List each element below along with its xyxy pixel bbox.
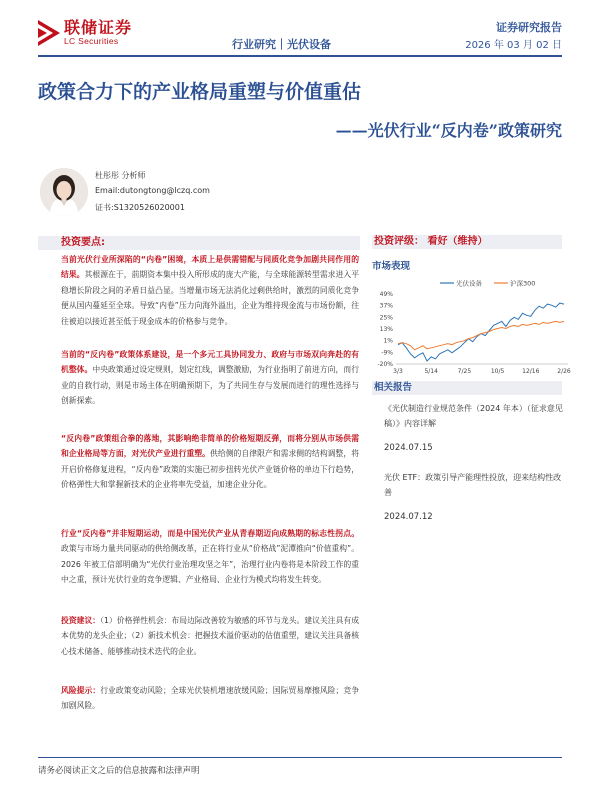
analyst-email: Email:dutongtong@lczq.com (95, 186, 210, 195)
key-point-2: 当前的“反内卷”政策体系建设，是一个多元工具协同发力、政府与市场双向奔赴的有机整体。中央政策通过设定规则，划定红线，调整激励，为行业指明了前进方向，而行业的自救行动，则是市场主体在明确预期下，为了共同生存与发展而进行的理性选择与创新探索。 (61, 350, 359, 406)
y-tick-label: 13% (379, 326, 393, 333)
logo-mark-icon (38, 20, 60, 46)
x-tick-label: 7/25 (457, 368, 472, 375)
market-performance-chart (372, 274, 572, 376)
legend-label-pv: 光伏设备 (456, 279, 482, 288)
key-point-3: “反内卷”政策组合拳的落地，其影响绝非简单的价格短期反弹，而将分别从市场供需和企业格局等方面，对光伏产业进行重塑。供给侧的自律限产和需求侧的结构调整，将开启价格修复进程，“反内卷”政策的实施已初步扭转光伏产业链价格的单边下行趋势，价格弹性大和掌握新技术的企业将率先受益，加速企业分化。 (61, 434, 360, 490)
key-point-1: 当前光伏行业所深陷的“内卷”困境，本质上是供需错配与同质化竞争加剧共同作用的结果。其根源在于，前期资本集中投入所形成的庞大产能，与全球能源转型需求进入平稳增长阶段之间的矛盾日益凸显。当增量市场无法消化过剩供给时，激烈的同质化竞争便从国内蔓延至全球。导致“内卷”压力向海外溢出，企业为维持现金流与市场份额，往往被迫以接近甚至低于现金成本的价格参与竞争。 (61, 255, 359, 326)
investment-rating: 投资评级： 看好（维持） (372, 235, 562, 249)
risk-warning: 风险提示：行业政策变动风险；全球光伏装机增速放缓风险；国际贸易摩擦风险；竞争加剧风险。 (61, 686, 359, 711)
x-axis (393, 368, 571, 375)
company-logo (38, 16, 166, 50)
related-report-2-date: 2024.07.12 (384, 512, 433, 522)
x-tick-label: 3/3 (393, 368, 403, 375)
analyst-photo (40, 168, 88, 216)
chart-legend (440, 279, 535, 288)
market-performance-heading: 市场表现 (372, 261, 411, 272)
disclaimer-note: 请务必阅读正文之后的信息披露和法律声明 (38, 766, 200, 776)
y-tick-label: -9% (381, 349, 393, 357)
x-tick-label: 12/16 (522, 368, 540, 375)
logo-en: LC Securities (64, 35, 119, 46)
y-tick-label: -20% (377, 361, 393, 368)
y-tick-label: 49% (379, 291, 393, 298)
y-tick-label: 37% (379, 302, 393, 310)
series-line-0 (398, 303, 564, 361)
report-type: 证券研究报告 (496, 21, 562, 34)
report-title: 政策合力下的产业格局重塑与价值重估 (38, 81, 362, 103)
key-point-4: 行业“反内卷”并非短期运动，而是中国光伏产业从青春期迈向成熟期的标志性拐点。政策与市场力量共同驱动的供给侧改革，正在将行业从“价格战”泥潭推向“价值重构”。2026 年被工信部明确为“光伏行业治理攻坚之年”，治理行业内卷将是本阶段工作的重中之重，预计光伏行业的竞争逻辑、产业格局、企业行为模式均将发生转变。 (61, 529, 359, 585)
key-points-heading: 投资要点: (38, 236, 360, 250)
analyst-name: 杜彤彤 分析师 (95, 171, 146, 180)
chart-series (398, 303, 564, 361)
header-divider (38, 55, 562, 57)
x-tick-label: 10/5 (490, 368, 505, 375)
series-line-1 (398, 321, 564, 349)
logo-cn: 联储证券 (64, 18, 133, 38)
y-tick-label: 25% (379, 314, 393, 322)
y-axis (377, 291, 393, 368)
y-tick-label: 1% (383, 337, 393, 345)
related-reports-heading: 相关报告 (372, 381, 562, 395)
footer-divider (38, 757, 562, 758)
related-report-1-date: 2024.07.15 (384, 443, 433, 453)
investment-advice: 投资建议：（1）价格弹性机会：布局边际改善较为敏感的环节与龙头。建议关注具有成本优势的龙头企业；（2）新技术机会：把握技术溢价驱动的估值重塑，建议关注具备核心技术储备、能够推动技术迭代的企业。 (61, 616, 360, 656)
related-report-1[interactable]: 《光伏制造行业规范条件（2024 年本）（征求意见稿）》内容详解 (384, 404, 563, 428)
x-tick-label: 2/26 (557, 368, 571, 375)
industry-category: 行业研究｜光伏设备 (232, 38, 331, 51)
related-report-2[interactable]: 光伏 ETF：政策引导产能理性投放，迎来结构性改善 (384, 473, 562, 497)
report-date: 2026 年 03 月 02 日 (465, 40, 562, 51)
x-tick-label: 5/14 (424, 368, 438, 375)
report-subtitle: ——光伏行业“反内卷”政策研究 (335, 121, 562, 140)
analyst-license: 证书:S1320526020001 (95, 203, 185, 212)
legend-label-hs300: 沪深300 (510, 279, 536, 288)
